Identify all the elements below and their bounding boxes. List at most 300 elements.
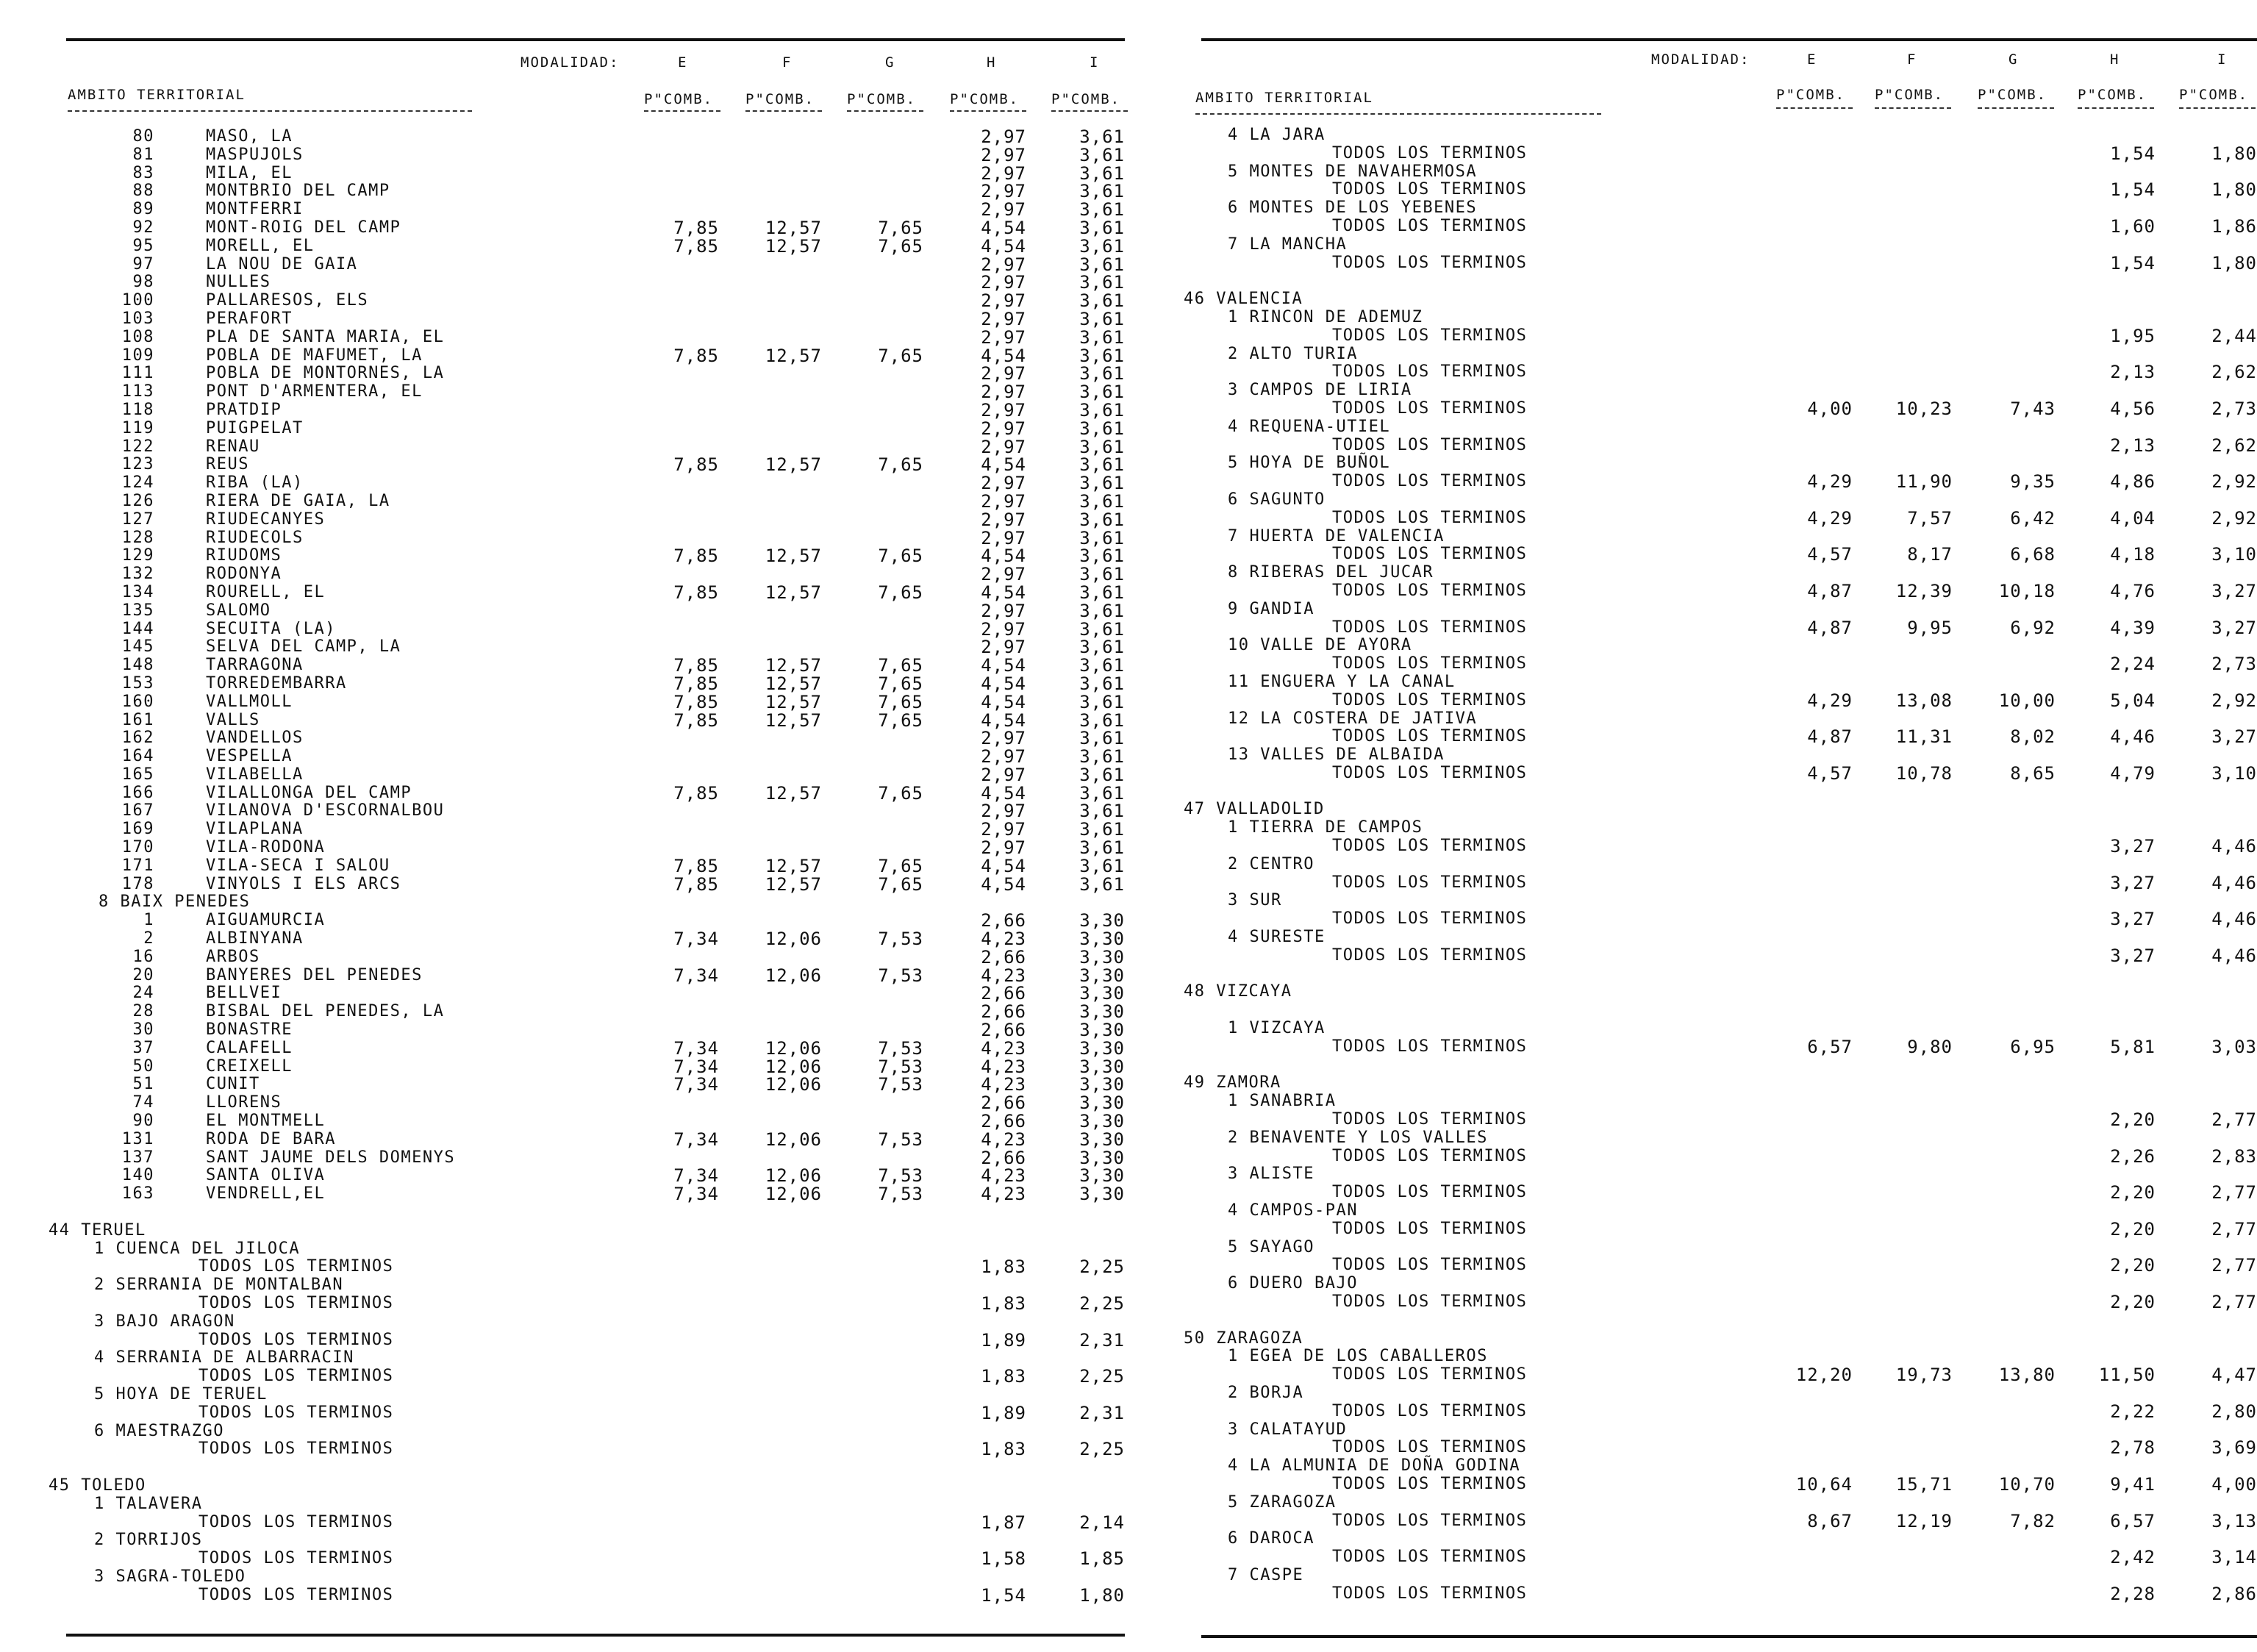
zone-label: 2 SERRANIA DE MONTALBAN bbox=[94, 1276, 344, 1295]
subheader-g: P"COMB. bbox=[1978, 87, 2047, 103]
zone-label: 2 ALTO TURIA bbox=[1228, 344, 1358, 363]
municipality-code: 50 bbox=[132, 1056, 154, 1076]
value-g: 7,53 bbox=[878, 1037, 923, 1059]
value-h: 2,13 bbox=[2110, 362, 2156, 383]
value-h: 2,20 bbox=[2110, 1218, 2156, 1240]
zone-sub-label: TODOS LOS TERMINOS bbox=[198, 1440, 394, 1459]
municipality-name: RODONYA bbox=[206, 565, 282, 584]
value-i: 2,62 bbox=[2211, 362, 2257, 383]
municipality-code: 90 bbox=[132, 1112, 154, 1131]
value-g: 8,65 bbox=[2010, 762, 2056, 784]
zone-sub-label: TODOS LOS TERMINOS bbox=[1332, 837, 1528, 856]
value-h: 2,97 bbox=[981, 162, 1026, 184]
municipality-code: 165 bbox=[121, 765, 154, 784]
zone-sub-label: TODOS LOS TERMINOS bbox=[198, 1367, 394, 1386]
value-e: 7,85 bbox=[673, 582, 719, 603]
zone-label: 3 SUR bbox=[1228, 891, 1282, 910]
comarca-row bbox=[0, 893, 1132, 912]
column-header-e: E bbox=[678, 54, 688, 71]
value-e: 4,29 bbox=[1807, 690, 1853, 711]
municipality-name: RIUDECOLS bbox=[206, 528, 304, 547]
municipality-code: 16 bbox=[132, 947, 154, 966]
zone-row bbox=[1132, 892, 2257, 929]
municipality-name: SELVA DEL CAMP, LA bbox=[206, 637, 401, 657]
table-row bbox=[0, 1003, 1132, 1021]
column-header-i: I bbox=[2217, 51, 2228, 68]
value-h: 2,66 bbox=[981, 1147, 1026, 1168]
value-h: 2,42 bbox=[2110, 1547, 2156, 1568]
value-i: 3,30 bbox=[1079, 965, 1125, 986]
value-g: 7,53 bbox=[878, 1184, 923, 1205]
municipality-code: 129 bbox=[121, 546, 154, 565]
table-row bbox=[0, 326, 1132, 348]
zone-label: 7 LA MANCHA bbox=[1228, 235, 1348, 254]
value-i: 3,61 bbox=[1079, 162, 1125, 184]
value-h: 2,97 bbox=[981, 637, 1026, 658]
subheader-underline-i bbox=[2179, 107, 2256, 109]
value-h: 2,97 bbox=[981, 801, 1026, 822]
value-h: 3,27 bbox=[2110, 836, 2156, 857]
value-h: 2,66 bbox=[981, 1093, 1026, 1114]
value-i: 3,30 bbox=[1079, 946, 1125, 968]
value-h: 2,97 bbox=[981, 819, 1026, 840]
municipality-code: 113 bbox=[121, 382, 154, 401]
municipality-name: MORELL, EL bbox=[206, 236, 315, 255]
table-row bbox=[0, 1058, 1132, 1076]
ambito-label: AMBITO TERRITORIAL bbox=[68, 87, 246, 103]
zone-row bbox=[1132, 819, 2257, 856]
municipality-name: EL MONTMELL bbox=[206, 1112, 326, 1131]
zone-label: 6 MONTES DE LOS YEBENES bbox=[1228, 199, 1478, 218]
value-h: 2,66 bbox=[981, 946, 1026, 968]
table-row bbox=[0, 675, 1132, 693]
value-h: 6,57 bbox=[2110, 1510, 2156, 1531]
zone-sub-label: TODOS LOS TERMINOS bbox=[1332, 1511, 1528, 1530]
value-i: 3,61 bbox=[1079, 728, 1125, 749]
value-h: 4,23 bbox=[981, 1165, 1026, 1187]
zone-row bbox=[1132, 637, 2257, 673]
value-i: 3,61 bbox=[1079, 655, 1125, 676]
zone-sub-label: TODOS LOS TERMINOS bbox=[1332, 545, 1528, 564]
table-row bbox=[0, 511, 1132, 529]
municipality-code: 80 bbox=[132, 127, 154, 146]
value-f: 11,90 bbox=[1895, 471, 1953, 493]
table-row bbox=[0, 438, 1132, 457]
zone-label: 2 CENTRO bbox=[1228, 854, 1315, 873]
municipality-name: VINYOLS I ELS ARCS bbox=[206, 874, 401, 893]
table-row bbox=[0, 456, 1132, 474]
zone-row bbox=[0, 1531, 1132, 1568]
municipality-code: 164 bbox=[121, 747, 154, 766]
value-g: 7,53 bbox=[878, 965, 923, 986]
municipality-name: ARBOS bbox=[206, 947, 260, 966]
municipality-code: 124 bbox=[121, 473, 154, 493]
value-i: 4,46 bbox=[2211, 836, 2257, 857]
province-row bbox=[1132, 1074, 2257, 1093]
province-row bbox=[1132, 290, 2257, 309]
municipality-code: 100 bbox=[121, 291, 154, 310]
value-i: 3,30 bbox=[1079, 1074, 1125, 1095]
zone-sub-label: TODOS LOS TERMINOS bbox=[1332, 1292, 1528, 1311]
value-h: 2,97 bbox=[981, 290, 1026, 312]
zone-label: 5 HOYA DE BUÑOL bbox=[1228, 454, 1391, 473]
value-h: 1,58 bbox=[981, 1548, 1026, 1570]
value-i: 3,61 bbox=[1079, 326, 1125, 348]
zone-label: 2 BORJA bbox=[1228, 1383, 1304, 1402]
table-row bbox=[0, 237, 1132, 256]
zone-sub-label: TODOS LOS TERMINOS bbox=[1332, 143, 1528, 162]
table-row bbox=[0, 347, 1132, 365]
value-e: 4,87 bbox=[1807, 617, 1853, 638]
subheader-f: P"COMB. bbox=[1875, 87, 1945, 103]
zone-label: 7 CASPE bbox=[1228, 1565, 1304, 1584]
value-h: 2,97 bbox=[981, 326, 1026, 348]
value-h: 1,89 bbox=[981, 1402, 1026, 1423]
value-h: 4,23 bbox=[981, 929, 1026, 950]
municipality-name: MONTFERRI bbox=[206, 200, 304, 219]
value-h: 2,97 bbox=[981, 181, 1026, 202]
zone-sub-label: TODOS LOS TERMINOS bbox=[1332, 253, 1528, 272]
value-h: 4,54 bbox=[981, 855, 1026, 876]
value-h: 4,23 bbox=[981, 1056, 1026, 1077]
table-row bbox=[0, 1131, 1132, 1149]
table-row bbox=[0, 729, 1132, 748]
value-i: 1,86 bbox=[2211, 215, 2257, 237]
value-g: 9,35 bbox=[2010, 471, 2056, 493]
zone-sub-label: TODOS LOS TERMINOS bbox=[1332, 1548, 1528, 1567]
municipality-name: ROURELL, EL bbox=[206, 582, 326, 601]
municipality-name: BONASTRE bbox=[206, 1020, 293, 1040]
municipality-name: CUNIT bbox=[206, 1075, 260, 1094]
zone-label: 5 SAYAGO bbox=[1228, 1237, 1315, 1256]
municipality-name: NULLES bbox=[206, 273, 271, 292]
province-label: 45 TOLEDO bbox=[49, 1476, 146, 1495]
value-g: 7,53 bbox=[878, 1056, 923, 1077]
value-i: 3,61 bbox=[1079, 382, 1125, 403]
municipality-code: 118 bbox=[121, 400, 154, 419]
zone-label: 3 SAGRA-TOLEDO bbox=[94, 1567, 246, 1586]
value-i: 3,61 bbox=[1079, 746, 1125, 768]
value-e: 4,87 bbox=[1807, 726, 1853, 748]
municipality-code: 30 bbox=[132, 1020, 154, 1040]
value-g: 8,02 bbox=[2010, 726, 2056, 748]
zone-row bbox=[1132, 601, 2257, 637]
municipality-code: 95 bbox=[132, 236, 154, 255]
value-i: 4,46 bbox=[2211, 909, 2257, 930]
value-h: 2,66 bbox=[981, 1020, 1026, 1041]
table-row bbox=[0, 784, 1132, 803]
zone-row bbox=[1132, 929, 2257, 965]
value-i: 3,14 bbox=[2211, 1547, 2257, 1568]
value-g: 7,65 bbox=[878, 782, 923, 804]
value-f: 12,06 bbox=[765, 1129, 822, 1150]
zone-row bbox=[1132, 1530, 2257, 1567]
value-f: 12,57 bbox=[765, 217, 822, 238]
value-f: 12,39 bbox=[1895, 580, 1953, 601]
zone-label: 1 RINCON DE ADEMUZ bbox=[1228, 307, 1423, 326]
zone-row bbox=[1132, 346, 2257, 382]
value-i: 3,61 bbox=[1079, 418, 1125, 439]
municipality-name: PLA DE SANTA MARIA, EL bbox=[206, 327, 445, 346]
value-i: 3,30 bbox=[1079, 1184, 1125, 1205]
zone-sub-label: TODOS LOS TERMINOS bbox=[1332, 180, 1528, 199]
table-row bbox=[0, 201, 1132, 219]
value-g: 7,65 bbox=[878, 673, 923, 694]
spacer-row bbox=[1132, 965, 2257, 984]
value-h: 3,27 bbox=[2110, 945, 2156, 966]
value-h: 2,97 bbox=[981, 418, 1026, 439]
value-h: 2,13 bbox=[2110, 435, 2156, 456]
municipality-code: 119 bbox=[121, 418, 154, 437]
value-i: 2,25 bbox=[1079, 1439, 1125, 1460]
value-i: 3,61 bbox=[1079, 473, 1125, 494]
zone-row bbox=[1132, 382, 2257, 418]
value-f: 12,06 bbox=[765, 965, 822, 986]
municipality-name: VESPELLA bbox=[206, 747, 293, 766]
value-i: 2,77 bbox=[2211, 1182, 2257, 1204]
value-f: 12,06 bbox=[765, 1037, 822, 1059]
zone-label: 3 BAJO ARAGON bbox=[94, 1312, 235, 1331]
municipality-code: 135 bbox=[121, 601, 154, 620]
column-header-f: F bbox=[782, 54, 793, 71]
value-h: 1,54 bbox=[981, 1584, 1026, 1606]
value-h: 4,23 bbox=[981, 1074, 1026, 1095]
table-row bbox=[0, 310, 1132, 329]
table-row bbox=[0, 182, 1132, 201]
municipality-name: RENAU bbox=[206, 437, 260, 456]
value-h: 1,83 bbox=[981, 1439, 1026, 1460]
value-i: 2,31 bbox=[1079, 1329, 1125, 1351]
municipality-code: 170 bbox=[121, 838, 154, 857]
value-e: 4,57 bbox=[1807, 762, 1853, 784]
table-row bbox=[0, 1021, 1132, 1040]
zone-sub-label: TODOS LOS TERMINOS bbox=[1332, 362, 1528, 382]
zone-label: 1 VIZCAYA bbox=[1228, 1019, 1326, 1038]
municipality-code: 127 bbox=[121, 509, 154, 529]
zone-label: 4 SERRANIA DE ALBARRACIN bbox=[94, 1348, 354, 1367]
municipality-code: 109 bbox=[121, 346, 154, 365]
municipality-code: 37 bbox=[132, 1038, 154, 1057]
zone-sub-label: TODOS LOS TERMINOS bbox=[1332, 581, 1528, 600]
value-h: 4,54 bbox=[981, 235, 1026, 257]
value-i: 3,30 bbox=[1079, 983, 1125, 1004]
value-i: 3,61 bbox=[1079, 181, 1125, 202]
municipality-code: 132 bbox=[121, 565, 154, 584]
zone-sub-label: TODOS LOS TERMINOS bbox=[1332, 1110, 1528, 1129]
municipality-code: 162 bbox=[121, 729, 154, 748]
municipality-name: VILABELLA bbox=[206, 765, 304, 784]
value-f: 12,57 bbox=[765, 691, 822, 712]
zone-row bbox=[1132, 199, 2257, 236]
table-row bbox=[0, 857, 1132, 876]
municipality-code: 51 bbox=[132, 1075, 154, 1094]
zone-label: 4 LA JARA bbox=[1228, 126, 1326, 144]
zone-label: 8 RIBERAS DEL JUCAR bbox=[1228, 563, 1434, 582]
municipality-code: 128 bbox=[121, 528, 154, 547]
value-h: 1,83 bbox=[981, 1256, 1026, 1278]
value-f: 12,06 bbox=[765, 1184, 822, 1205]
municipality-name: SANTA OLIVA bbox=[206, 1166, 326, 1185]
value-e: 7,85 bbox=[673, 873, 719, 895]
zone-sub-label: TODOS LOS TERMINOS bbox=[1332, 398, 1528, 418]
value-e: 7,85 bbox=[673, 217, 719, 238]
column-header-h: H bbox=[2110, 51, 2120, 68]
table-row bbox=[0, 948, 1132, 967]
value-i: 3,61 bbox=[1079, 873, 1125, 895]
value-e: 7,85 bbox=[673, 673, 719, 694]
value-h: 4,54 bbox=[981, 546, 1026, 567]
value-i: 3,27 bbox=[2211, 726, 2257, 748]
value-h: 1,54 bbox=[2110, 252, 2156, 273]
zone-row bbox=[1132, 1275, 2257, 1312]
zone-sub-label: TODOS LOS TERMINOS bbox=[1332, 618, 1528, 637]
value-i: 2,92 bbox=[2211, 690, 2257, 711]
modalidad-label: MODALIDAD: bbox=[521, 54, 620, 71]
value-i: 2,14 bbox=[1079, 1512, 1125, 1533]
zone-label: 6 MAESTRAZGO bbox=[94, 1421, 224, 1440]
table-row bbox=[0, 602, 1132, 621]
ambito-label: AMBITO TERRITORIAL bbox=[1195, 90, 1373, 106]
subheader-i: P"COMB. bbox=[2179, 87, 2249, 103]
value-h: 2,97 bbox=[981, 473, 1026, 494]
top-rule bbox=[1201, 38, 2257, 41]
table-row bbox=[0, 984, 1132, 1003]
value-e: 7,85 bbox=[673, 345, 719, 366]
table-row bbox=[0, 657, 1132, 675]
right-page bbox=[1132, 0, 2257, 1652]
value-g: 7,65 bbox=[878, 691, 923, 712]
municipality-code: 144 bbox=[121, 619, 154, 638]
municipality-name: LA NOU DE GAIA bbox=[206, 254, 358, 273]
zone-sub-label: TODOS LOS TERMINOS bbox=[198, 1257, 394, 1276]
municipality-code: 178 bbox=[121, 874, 154, 893]
value-f: 12,57 bbox=[765, 709, 822, 731]
value-e: 7,34 bbox=[673, 1129, 719, 1150]
value-i: 3,61 bbox=[1079, 290, 1125, 312]
zone-sub-label: TODOS LOS TERMINOS bbox=[1332, 1256, 1528, 1275]
municipality-code: 166 bbox=[121, 783, 154, 802]
value-g: 7,65 bbox=[878, 655, 923, 676]
zone-label: 1 CUENCA DEL JILOCA bbox=[94, 1239, 301, 1258]
table-row bbox=[0, 128, 1132, 146]
value-h: 2,20 bbox=[2110, 1255, 2156, 1276]
table-row bbox=[0, 256, 1132, 274]
value-g: 7,65 bbox=[878, 582, 923, 603]
value-e: 4,00 bbox=[1807, 398, 1853, 419]
value-h: 2,97 bbox=[981, 272, 1026, 293]
municipality-code: 160 bbox=[121, 692, 154, 711]
zone-sub-label: TODOS LOS TERMINOS bbox=[1332, 1183, 1528, 1202]
zone-label: 3 ALISTE bbox=[1228, 1165, 1315, 1184]
value-h: 2,97 bbox=[981, 144, 1026, 165]
value-h: 2,20 bbox=[2110, 1182, 2156, 1204]
value-i: 2,62 bbox=[2211, 435, 2257, 456]
value-i: 3,61 bbox=[1079, 709, 1125, 731]
municipality-name: BANYERES DEL PENEDES bbox=[206, 965, 423, 984]
municipality-name: POBLA DE MAFUMET, LA bbox=[206, 346, 423, 365]
subheader-underline-i bbox=[1051, 110, 1128, 112]
value-i: 1,80 bbox=[2211, 179, 2257, 201]
value-i: 2,25 bbox=[1079, 1293, 1125, 1314]
value-g: 7,82 bbox=[2010, 1510, 2056, 1531]
spacer-row bbox=[1132, 1001, 2257, 1020]
right-table-body bbox=[1132, 126, 2257, 1603]
municipality-code: 123 bbox=[121, 455, 154, 474]
municipality-name: REUS bbox=[206, 455, 249, 474]
zone-row bbox=[1132, 564, 2257, 601]
value-e: 7,34 bbox=[673, 1184, 719, 1205]
value-h: 2,97 bbox=[981, 254, 1026, 275]
value-i: 2,77 bbox=[2211, 1109, 2257, 1131]
table-row bbox=[0, 967, 1132, 985]
value-e: 7,34 bbox=[673, 929, 719, 950]
table-row bbox=[0, 273, 1132, 292]
value-f: 9,80 bbox=[1907, 1036, 1953, 1057]
value-h: 2,97 bbox=[981, 436, 1026, 457]
zone-sub-label: TODOS LOS TERMINOS bbox=[1332, 1474, 1528, 1493]
zone-label: 12 LA COSTERA DE JATIVA bbox=[1228, 709, 1478, 728]
province-label: 44 TERUEL bbox=[49, 1220, 146, 1240]
zone-row bbox=[1132, 1202, 2257, 1239]
value-g: 6,95 bbox=[2010, 1036, 2056, 1057]
table-row bbox=[0, 912, 1132, 930]
value-h: 4,54 bbox=[981, 454, 1026, 476]
value-e: 4,87 bbox=[1807, 580, 1853, 601]
municipality-name: MASPUJOLS bbox=[206, 145, 304, 164]
table-row bbox=[0, 930, 1132, 948]
zone-label: 1 TIERRA DE CAMPOS bbox=[1228, 818, 1423, 837]
value-i: 3,30 bbox=[1079, 1111, 1125, 1132]
value-g: 7,65 bbox=[878, 345, 923, 366]
zone-label: 10 VALLE DE AYORA bbox=[1228, 636, 1412, 655]
table-row bbox=[0, 292, 1132, 310]
zone-row bbox=[1132, 1494, 2257, 1531]
value-g: 7,65 bbox=[878, 855, 923, 876]
zone-sub-label: TODOS LOS TERMINOS bbox=[198, 1512, 394, 1531]
zone-label: 5 HOYA DE TERUEL bbox=[94, 1384, 268, 1404]
value-h: 2,78 bbox=[2110, 1437, 2156, 1459]
value-e: 4,29 bbox=[1807, 471, 1853, 493]
value-g: 7,53 bbox=[878, 1165, 923, 1187]
value-h: 1,83 bbox=[981, 1293, 1026, 1314]
table-row bbox=[0, 529, 1132, 548]
province-label: 48 VIZCAYA bbox=[1184, 982, 1292, 1001]
value-i: 3,27 bbox=[2211, 617, 2257, 638]
value-g: 7,65 bbox=[878, 709, 923, 731]
table-row bbox=[0, 1112, 1132, 1131]
value-g: 7,53 bbox=[878, 929, 923, 950]
value-i: 3,61 bbox=[1079, 527, 1125, 548]
value-g: 10,18 bbox=[1998, 580, 2056, 601]
province-label: 47 VALLADOLID bbox=[1184, 800, 1325, 819]
zone-sub-label: TODOS LOS TERMINOS bbox=[1332, 1365, 1528, 1384]
zone-row bbox=[1132, 746, 2257, 783]
municipality-name: VALLS bbox=[206, 710, 260, 729]
zone-sub-label: TODOS LOS TERMINOS bbox=[198, 1549, 394, 1568]
value-h: 4,23 bbox=[981, 1129, 1026, 1150]
table-row bbox=[0, 1167, 1132, 1185]
column-header-f: F bbox=[1907, 51, 1917, 68]
value-i: 3,61 bbox=[1079, 618, 1125, 640]
municipality-name: TORREDEMBARRA bbox=[206, 673, 347, 693]
value-i: 1,80 bbox=[2211, 252, 2257, 273]
value-e: 7,34 bbox=[673, 965, 719, 986]
municipality-name: RIERA DE GAIA, LA bbox=[206, 491, 390, 510]
zone-sub-label: TODOS LOS TERMINOS bbox=[198, 1585, 394, 1604]
value-h: 2,97 bbox=[981, 399, 1026, 421]
value-i: 3,61 bbox=[1079, 691, 1125, 712]
value-h: 2,97 bbox=[981, 746, 1026, 768]
